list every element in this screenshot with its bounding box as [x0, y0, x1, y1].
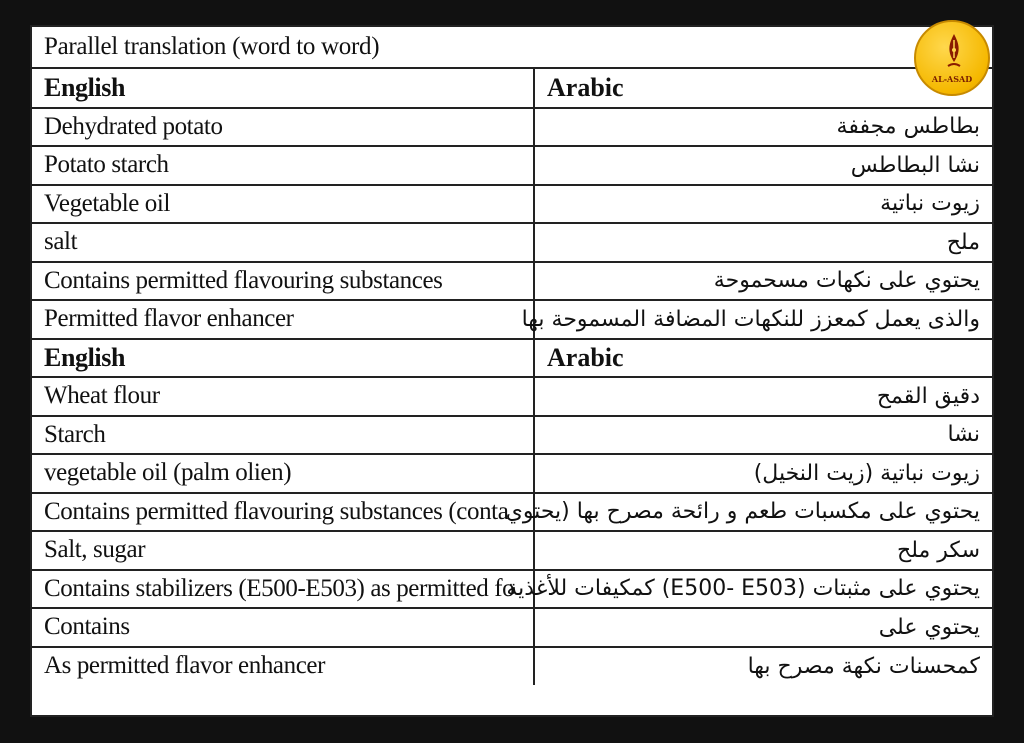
english-cell: As permitted flavor enhancer: [32, 647, 534, 686]
arabic-cell: يحتوي على مكسبات طعم و رائحة مصرح بها (يحتوي: [534, 493, 992, 532]
table-row: [32, 108, 992, 147]
arabic-cell: يحتوي على مثبتات (E500- E503) كمكيفات للأغذية: [534, 570, 992, 609]
arabic-cell: يحتوي على نكهات مسحموحة: [534, 262, 992, 301]
english-cell: Contains permitted flavouring substances (conta: [32, 493, 534, 532]
english-cell: Contains: [32, 608, 534, 647]
arabic-cell: سكر ملح: [534, 531, 992, 570]
table-row: [32, 262, 992, 301]
table-row: [32, 146, 992, 185]
arabic-cell: بطاطس مجففة: [534, 108, 992, 147]
column-header-english: English: [32, 339, 534, 378]
table-header-row: [32, 69, 992, 108]
al-asad-logo: [914, 20, 990, 96]
english-cell: Salt, sugar: [32, 531, 534, 570]
arabic-cell: زيوت نباتية (زيت النخيل): [534, 454, 992, 493]
table-header-row: [32, 339, 992, 378]
english-cell: Wheat flour: [32, 377, 534, 416]
arabic-cell: كمحسنات نكهة مصرح بها: [747, 653, 980, 679]
table-row: [32, 416, 992, 455]
arabic-cell: ملح: [534, 223, 992, 262]
english-cell: Permitted flavor enhancer: [32, 300, 534, 339]
arabic-cell: دقيق القمح: [534, 377, 992, 416]
table-row: [32, 493, 992, 532]
table-row: [32, 185, 992, 224]
column-header-arabic: Arabic: [534, 69, 992, 108]
english-cell: Dehydrated potato: [32, 108, 534, 147]
table-row: [32, 531, 992, 570]
english-cell: Vegetable oil: [32, 185, 534, 224]
arabic-cell: يحتوي على: [534, 608, 992, 647]
table-row: [32, 454, 992, 493]
pen-nib-icon: [938, 32, 970, 72]
logo-text: AL-ASAD: [931, 74, 973, 84]
table-row: [32, 647, 992, 686]
english-cell: Contains stabilizers (E500-E503) as permitted fo: [32, 570, 534, 609]
translation-sheet: [30, 25, 994, 717]
translation-table: [32, 69, 992, 685]
column-header-arabic: Arabic: [534, 339, 992, 378]
arabic-cell: والذى يعمل كمعزز للنكهات المضافة المسموحة بها: [534, 300, 992, 339]
arabic-cell: زيوت نباتية: [534, 185, 992, 224]
arabic-cell: نشا البطاطس: [534, 146, 992, 185]
column-header-english: English: [32, 69, 534, 108]
english-cell: Potato starch: [32, 146, 534, 185]
english-cell: vegetable oil (palm olien): [32, 454, 534, 493]
english-cell: salt: [32, 223, 534, 262]
english-cell: Starch: [32, 416, 534, 455]
table-row: [32, 300, 992, 339]
table-row: [32, 570, 992, 609]
table-row: [32, 377, 992, 416]
page-title: Parallel translation (word to word): [32, 27, 992, 69]
arabic-cell: نشا: [534, 416, 992, 455]
english-cell: Contains permitted flavouring substances: [32, 262, 534, 301]
table-row: [32, 223, 992, 262]
table-row: [32, 608, 992, 647]
